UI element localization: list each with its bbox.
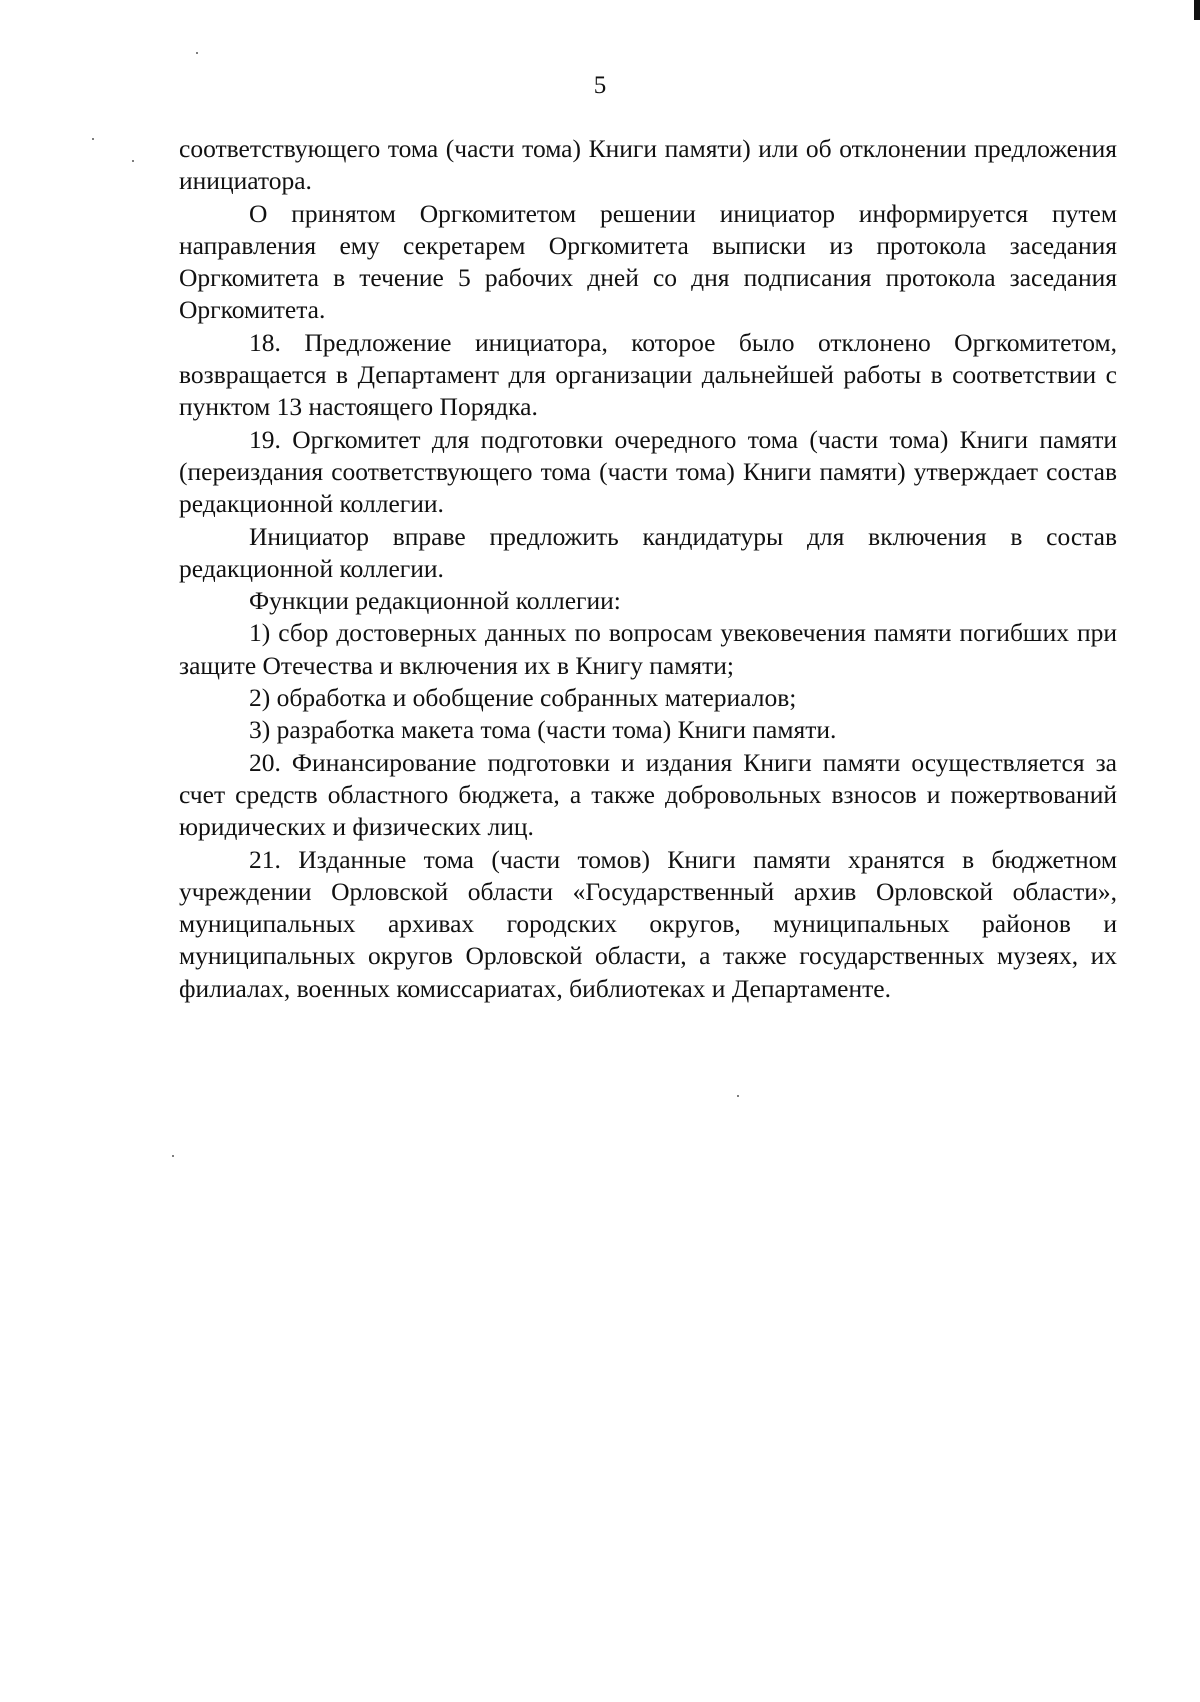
paragraph-initiator-candidates: Инициатор вправе предложить кандидатуры для включения в состав редакционной коллегии. [179,521,1117,583]
scan-speck [737,1095,739,1097]
document-body [179,133,1117,1005]
list-item-function-3: 3) разработка макета тома (части тома) Книги памяти. [249,715,837,745]
list-item-function-1: 1) сбор достоверных данных по вопросам увековечения памяти погибших при защите Отечества и включения их в Книгу памяти; [179,618,1117,680]
scan-speck [196,52,198,54]
paragraph-item-18: 18. Предложение инициатора, которое было отклонено Оргкомитетом, возвращается в Департамент для организации дальнейшей работы в соответствии с пунктом 13 настоящего Порядка. [179,327,1117,422]
paragraph-board-functions-heading: Функции редакционной коллегии: [249,586,621,616]
scan-speck [92,138,94,140]
paragraph-continuation: соответствующего тома (части тома) Книги памяти) или об отклонении предложения инициатора. [179,134,1117,196]
paragraph-item-19: 19. Оргкомитет для подготовки очередного тома (части тома) Книги памяти (переиздания соответствующего тома (части тома) Книги памяти) утверждает состав редакционной коллегии. [179,424,1117,519]
paragraph-item-20: 20. Финансирование подготовки и издания Книги памяти осуществляется за счет средств областного бюджета, а также добровольных взносов и пожертвований юридических и физических лиц. [179,747,1117,842]
scan-speck [132,160,134,162]
paragraph-decision-notice: О принятом Оргкомитетом решении инициатор информируется путем направления ему секретарем Оргкомитета выписки из протокола заседания Оргкомитета в течение 5 рабочих дней со дня подписания протокола заседания Оргкомитета. [179,198,1117,325]
paragraph-item-21: 21. Изданные тома (части томов) Книги памяти хранятся в бюджетном учреждении Орловской области «Государственный архив Орловской области», муниципальных архивах городских округов, муниципальных районов и муниципальных округов Орловской области, а также государственных музеях, их филиалах, военных комиссариатах, библиотеках и Департаменте. [179,844,1117,1003]
scan-edge-mark [1194,0,1200,20]
scan-speck [172,1155,174,1157]
page-number: 5 [593,72,607,99]
list-item-function-2: 2) обработка и обобщение собранных материалов; [249,683,797,713]
